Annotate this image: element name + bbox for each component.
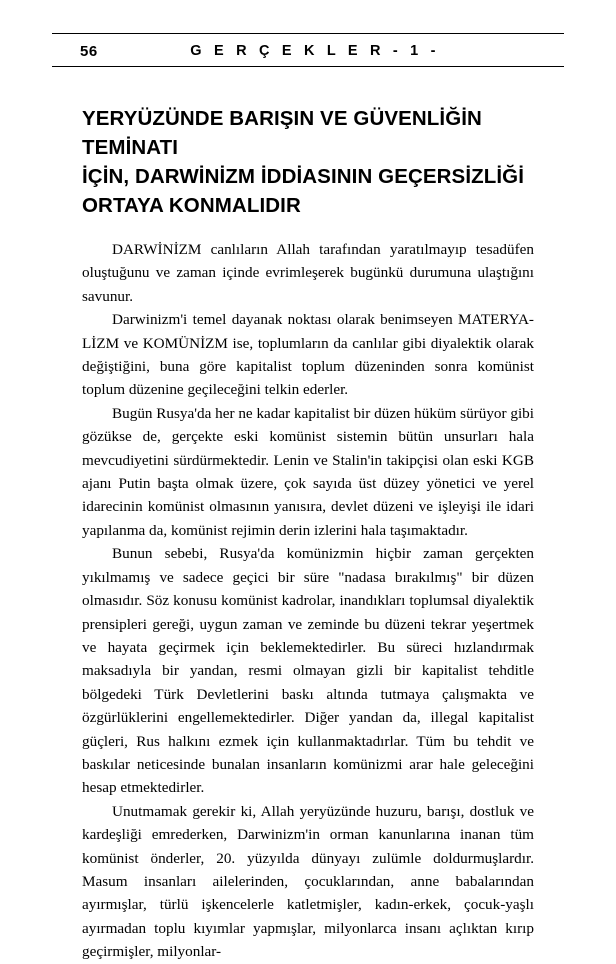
page-title-line: İÇİN, DARWİNİZM İDDİASININ GEÇERSİZLİĞİ — [82, 165, 524, 188]
page-content — [82, 104, 534, 964]
page-title-line: ORTAYA KONMALIDIR — [82, 194, 301, 217]
body-paragraph: Bugün Rusya'da her ne kadar kapitalist bir düzen hüküm sürüyor gibi gözükse de, gerçekte eski komünist sistemin bütün unsurları hala mevcudiyetini sürdürmektedir. Lenin ve Stalin'in takipçisi olan eski KGB ajanı Putin başta olmak üzere, çok sayıda üst düzey yönetici ve yerel idarecinin komünist olmasının yanısıra, devlet düzeni ve işleyişi ile idari yapılanma da, komünist rejimin derin izlerini hala taşımaktadır. — [82, 404, 534, 539]
page-title — [82, 104, 534, 220]
running-title: G E R Ç E K L E R - 1 - — [190, 43, 440, 59]
body-paragraph: Unutmamak gerekir ki, Allah yeryüzünde huzuru, barışı, dostluk ve kardeşliği emrederken, Darwinizm'in orman kanunlarına inanan tüm komünist önderler, 20. yüzyılda dünyayı zulümle doldurmuşlardır. Masum insanları ailelerinden, çocuklarından, anne babalarından ayırmışlar, türlü işkencelerle katletmişler, kadın-erkek, çocuk-yaşlı ayırmadan toplu kıyımlar yapmışlar, milyonlarca insanı açlıktan kırıp geçirmişler, milyonlar- — [82, 802, 534, 961]
body-paragraph: DARWİNİZM canlıların Allah tarafından yaratılmayıp tesadüfen oluştuğunu ve zaman içinde evrimleşerek bugünkü durumuna ulaştığını savunur. — [82, 241, 534, 305]
page-number: 56 — [80, 42, 98, 60]
body-paragraph: Bunun sebebi, Rusya'da komünizmin hiçbir zaman gerçekten yıkılmamış ve sadece geçici bir süre "nadasa bırakılmış" bir düzen olmasıdır. Söz konusu komünist kadrolar, inandıkları toplumsal diyalektik prensipleri gereği, uygun zaman ve zeminde bu düzeni tekrar yeşertmek ve hayata geçirmek için beklemektedirler. Bu süreci hızlandırmak maksadıyla bir yandan, resmi olmayan gizli bir kapitalist tehditle bölgedeki Türk Devletlerini baskı altında tutmaya çalışmakta ve özgürlüklerini engellemektedirler. Diğer yandan da, illegal kapitalist güçleri, Rus halkını ezmek için kullanmaktadırlar. Tüm bu tehdit ve baskılar neticesinde bunalan insanların komünizmi arar hale geleceğini hesap etmektedirler. — [82, 545, 534, 797]
running-header — [52, 38, 564, 64]
page-title-line: YERYÜZÜNDE BARIŞIN VE GÜVENLİĞİN TEMİNATI — [82, 107, 482, 159]
header-rule-bottom — [52, 66, 564, 67]
body-paragraph: Darwinizm'i temel dayanak noktası olarak benimseyen MATERYA-LİZM ve KOMÜNİZM ise, toplumların da canlılar gibi diyalektik olarak değiştiğini, buna göre kapitalist toplum düzeninden sonra komünist toplum düzenine geçileceğini telkin ederler. — [82, 311, 534, 399]
header-rule-top — [52, 33, 564, 34]
